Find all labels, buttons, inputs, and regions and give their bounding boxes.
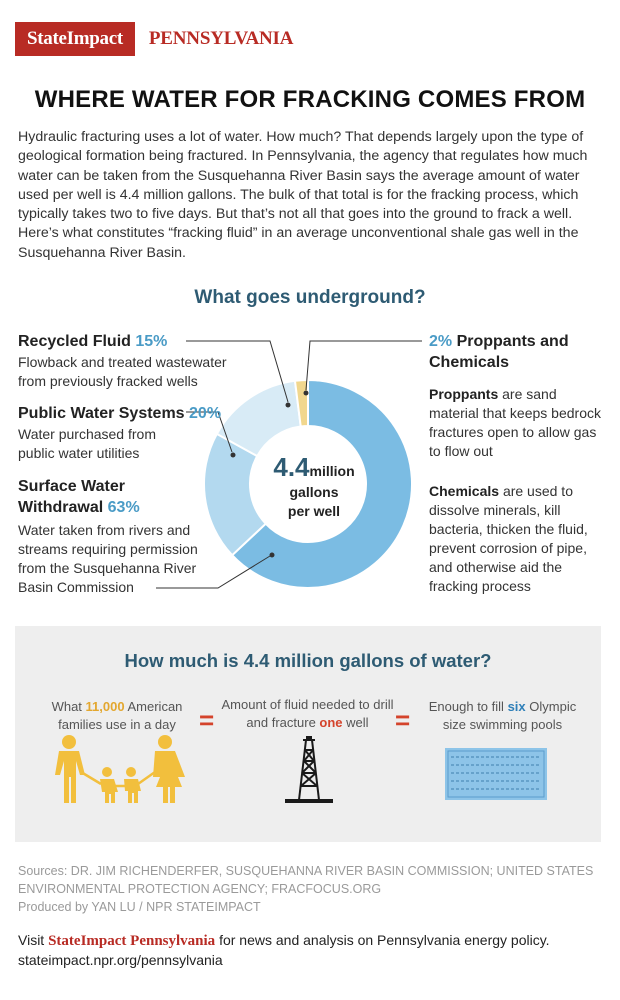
center-line-2: gallons (289, 484, 339, 500)
label-surface-name: Surface Water Withdrawal (18, 478, 125, 516)
footer-brand-link[interactable]: StateImpact Pennsylvania (48, 933, 216, 949)
donut-center (255, 452, 373, 521)
pools-highlight: six (507, 699, 526, 714)
intro-paragraph: Hydraulic fracturing uses a lot of water. How much? That depends largely upon the type of geological formation being fractured. In Pennsylvania, the agency that regulates how much water can be taken from the Susquehanna River Basin says the average amount of water used per well is 4.4 million gallons. The bulk of that total is for the fracking process, which typically takes two to five days. But that’s not all that goes into the ground to frack a well. Here’s what constitutes “fracking fluid” in an average unconventional shale gas well in the Susquehanna River Basin. (18, 129, 588, 261)
brand-logo: StateImpact (15, 22, 135, 56)
label-public-pct: 20% (189, 405, 222, 422)
footer-pre: Visit (18, 932, 45, 948)
families-pre: What (51, 699, 82, 714)
desc-chemicals (429, 482, 601, 596)
label-public (18, 403, 221, 424)
label-surface-pct: 63% (107, 499, 140, 516)
proppants-term: Proppants (429, 386, 499, 402)
brand-state: PENNSYLVANIA (148, 28, 294, 49)
desc-surface: Water taken from rivers and streams requiring permission from the Susquehanna River Basin Commission (18, 522, 198, 595)
chemicals-term: Chemicals (429, 483, 500, 499)
compare-families-text (37, 698, 197, 734)
family-icon (45, 734, 190, 806)
fluid-post: well (346, 715, 369, 730)
footer-line (18, 931, 610, 951)
label-recycled-name: Recycled Fluid (18, 333, 131, 350)
compare-pools-text (420, 698, 585, 734)
families-number: 11,000 (85, 699, 125, 714)
equals-sign-2: = (395, 705, 411, 735)
footer (18, 931, 610, 970)
compare-fluid-text (220, 696, 395, 732)
footer-url-link[interactable]: stateimpact.npr.org/pennsylvania (18, 952, 223, 968)
chart-title: What goes underground? (194, 287, 426, 308)
families-post: American families use in a day (58, 699, 183, 732)
swimming-pool-icon (445, 748, 547, 800)
label-surface (18, 476, 178, 518)
proppants-text: are sand material that keeps bedrock fractures open to allow gas to flow out (429, 386, 601, 459)
leader-dot-public (231, 453, 236, 458)
label-proppants-name: Proppants and Chemicals (429, 333, 569, 371)
desc-recycled: Flowback and treated wastewater from previously fracked wells (18, 354, 227, 389)
fluid-pre: Amount of fluid needed to drill and fracture (221, 697, 394, 730)
chemicals-text: are used to dissolve minerals, kill bacteria, thicken the fluid, prevent corrosion of pipe, and otherwise aid the fracking process (429, 483, 588, 594)
desc-proppants (429, 385, 601, 461)
sources (18, 862, 610, 916)
pools-pre: Enough to fill (428, 699, 504, 714)
label-proppants (429, 331, 599, 373)
center-line-3: per well (287, 503, 341, 519)
leader-dot-surface (270, 553, 275, 558)
fluid-highlight: one (319, 715, 343, 730)
label-recycled (18, 331, 167, 352)
label-proppants-pct: 2% (429, 333, 453, 350)
comparison-panel (15, 626, 601, 842)
center-value: 4.4 (273, 452, 310, 482)
drilling-rig-icon (281, 736, 337, 808)
equals-sign-1: = (199, 705, 215, 735)
comparison-title: How much is 4.4 million gallons of water? (124, 650, 492, 671)
footer-post: for news and analysis on Pennsylvania energy policy. (219, 932, 550, 948)
center-unit: million (309, 463, 355, 479)
leader-dot-proppants (304, 391, 309, 396)
label-public-name: Public Water Systems (18, 405, 185, 422)
credit-text: Produced by YAN LU / NPR STATEIMPACT (18, 900, 261, 914)
sources-text: Sources: DR. JIM RICHENDERFER, SUSQUEHANNA RIVER BASIN COMMISSION; UNITED STATES ENVIRONMENTAL PROTECTION AGENCY; FRACFOCUS.ORG (18, 864, 594, 896)
label-recycled-pct: 15% (135, 333, 168, 350)
leader-dot-recycled (286, 403, 291, 408)
pools-post: Olympic size swimming pools (442, 699, 577, 732)
page-title: WHERE WATER FOR FRACKING COMES FROM (34, 86, 586, 113)
desc-public: Water purchased from public water utilities (18, 426, 156, 461)
